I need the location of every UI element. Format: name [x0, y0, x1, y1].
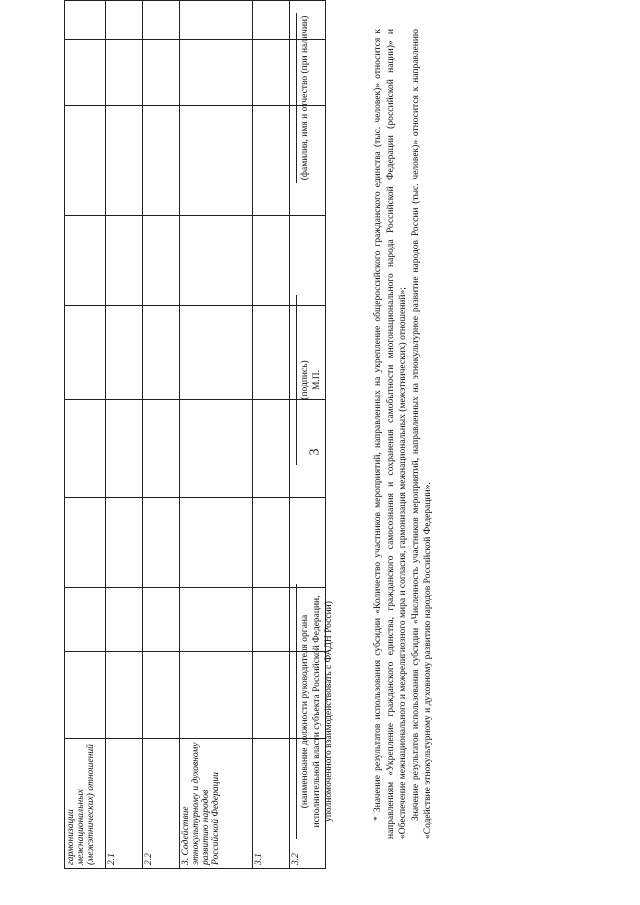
table-row: [253, 1, 290, 869]
footnotes: [372, 29, 435, 839]
footnote-second: Значение результатов использования субсидии «Численность участников мероприятий, направленных на этнокультурное развитие народов России (тыс. человек)» относится к направлению «Содействие этнокультурному и духовному развитию народов Российской Федерации».: [410, 29, 433, 839]
table-row: [180, 1, 253, 869]
row-label: 3. Содействие этнокультурному и духовному развитию народов Российской Федерации: [180, 738, 253, 868]
table-row: [143, 1, 180, 869]
row-label: 2.2: [143, 738, 180, 868]
row-label: 2.1: [106, 738, 143, 868]
signature-block: [296, 295, 323, 465]
page-number: 3: [307, 448, 323, 456]
footnote-first: * Значение результатов использования субсидии «Количество участников мероприятий, направленных на укрепление общероссийского гражданского единства (тыс. человек)» относится к направлениям «Укрепление гражданского единства, гражданского самосознания и сохранения самобытности многонационального народа Российской Федерации (российской нации)» и «Обеспечение межнационального и межрелигиозного мира и согласия, гармонизация межнациональных (межэтнических) отношений»;: [373, 29, 408, 839]
table-row: [65, 1, 106, 869]
signature-caption: (подпись): [300, 360, 310, 400]
position-caption: (наименование должности руководителя органа исполнительной власти субъекта Российской Федерации, уполномоченного взаимодействовать с ФАДН России): [300, 595, 334, 828]
results-table: [64, 0, 326, 869]
table-row: [106, 1, 143, 869]
position-signature-block: [296, 584, 335, 839]
name-caption: (фамилия, имя и отчество (при наличии): [300, 15, 310, 181]
name-signature-block: [296, 13, 311, 183]
row-label: гармонизации межнациональных (межэтнических) отношений: [65, 738, 106, 868]
row-label: 3.2: [290, 738, 326, 868]
seal-label: М.П.: [312, 369, 322, 391]
row-label: 3.1: [253, 738, 290, 868]
